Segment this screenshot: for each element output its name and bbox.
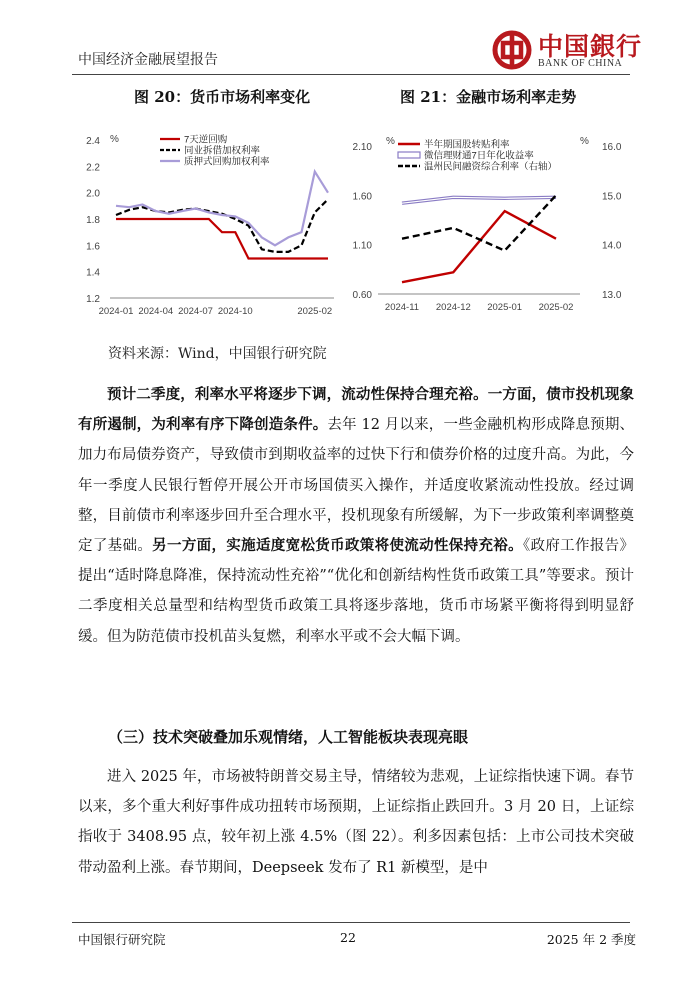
source-note: 资料来源：Wind，中国银行研究院	[108, 346, 327, 362]
header-divider	[72, 74, 630, 75]
y-right-unit-label: %	[580, 136, 589, 147]
y-left-tick-label: 2.10	[352, 142, 372, 153]
x-tick-label: 2024-12	[435, 302, 471, 313]
x-tick-label: 2024-07	[178, 306, 213, 317]
y-left-tick-label: 1.60	[352, 191, 372, 203]
legend-label-0: 半年期国股转贴利率	[424, 139, 510, 151]
footer-period: 2025 年 2 季度	[546, 932, 636, 947]
x-tick-label: 2025-01	[487, 302, 523, 313]
money-market-rate-chart	[72, 118, 352, 328]
paragraph-text-a: 去年 12 月以来，一些金融机构形成降息预期、加力布局债券资产，导致债市到期收益率的过快下行和债券价格的过度升高。为此，今年一季度人民银行暂停开展公开市场国债买入操作，并适度收紧流动性投放。经过调整，目前债市利率逐步回升至合理水平，投机现象有所缓解，为下一步政策利率调整奠定了基础。	[78, 417, 634, 555]
series-line-inner-1	[402, 197, 556, 203]
bank-logo	[492, 27, 643, 73]
header-title: 中国经济金融展望报告	[78, 52, 218, 68]
footer-divider	[72, 922, 630, 923]
y-tick-label: 2.4	[86, 136, 100, 147]
legend-label-2: 质押式回购加权利率	[184, 156, 270, 168]
footer-org: 中国银行研究院	[78, 932, 166, 947]
legend-label-2: 温州民间融资综合利率（右轴）	[424, 161, 558, 173]
y-tick-label: 2.0	[86, 188, 100, 200]
y-tick-label: 1.2	[86, 294, 100, 305]
y-unit-label: %	[110, 134, 119, 145]
y-tick-label: 1.4	[86, 267, 100, 279]
x-tick-label: 2025-02	[297, 306, 333, 317]
figure-21-title: 图 21：金融市场利率走势	[400, 88, 577, 106]
page-number: 22	[340, 930, 356, 945]
y-right-tick-label: 16.0	[602, 142, 622, 153]
section-heading: （三）技术突破叠加乐观情绪，人工智能板块表现亮眼	[108, 728, 469, 746]
y-right-tick-label: 13.0	[602, 290, 622, 301]
x-tick-label: 2025-02	[538, 302, 574, 313]
legend-label-0: 7天逆回购	[184, 134, 228, 146]
paragraph-bold-lead: 预计二季度，利率水平将逐步下调，流动性保持合理充裕。一方面，债市投机现象有所遏制，为利率有序下降创造条件。	[78, 386, 634, 434]
legend-label-1: 微信理财通7日年化收益率	[424, 150, 534, 162]
y-left-tick-label: 0.60	[352, 290, 372, 301]
y-tick-label: 1.6	[86, 241, 100, 253]
logo-english-text: BANK OF CHINA	[538, 58, 623, 69]
paragraph-text-b: 《政府工作报告》提出“适时降息降准，保持流动性充裕”“优化和创新结构性货币政策工具”等要求。预计二季度相关总量型和结构型货币政策工具将逐步落地，货币市场紧平衡将得到明显舒缓。但为防范债市投机苗头复燃，利率水平或不会大幅下调。	[78, 538, 635, 645]
paragraph-liquidity	[78, 380, 634, 652]
x-tick-label: 2024-04	[138, 306, 174, 317]
logo-chinese-text: 中国銀行	[538, 32, 643, 61]
legend-swatch-1	[398, 152, 420, 158]
figure-20-title: 图 20：货币市场利率变化	[134, 88, 311, 106]
legend-label-1: 同业拆借加权利率	[184, 145, 261, 157]
series-line-2	[116, 172, 328, 246]
paragraph-stock-market: 进入 2025 年，市场被特朗普交易主导，情绪较为悲观，上证综指快速下调。春节以来，多个重大利好事件成功扭转市场预期，上证综指止跌回升。3 月 20 日，上证综指收于 3408.95 点，较年初上涨 4.5%（图 22）。利多因素包括：上市公司技术突破带动盈利上涨。春节期间，Deepseek 发布了 R1 新模型，是中	[78, 769, 634, 876]
y-left-tick-label: 1.10	[352, 240, 372, 252]
x-tick-label: 2024-01	[98, 306, 134, 317]
paragraph-bold-second: 另一方面，实施适度宽松货币政策将使流动性保持充裕。	[152, 537, 523, 555]
x-tick-label: 2024-10	[217, 306, 253, 317]
series-line-0	[116, 219, 328, 259]
y-tick-label: 1.8	[86, 215, 100, 226]
financial-market-rate-chart	[350, 118, 640, 328]
y-tick-label: 2.2	[86, 162, 100, 174]
y-right-tick-label: 14.0	[602, 240, 622, 252]
bank-of-china-emblem-icon	[492, 30, 532, 70]
y-right-tick-label: 15.0	[602, 191, 622, 203]
x-tick-label: 2024-11	[384, 302, 420, 313]
y-left-unit-label: %	[386, 136, 395, 147]
